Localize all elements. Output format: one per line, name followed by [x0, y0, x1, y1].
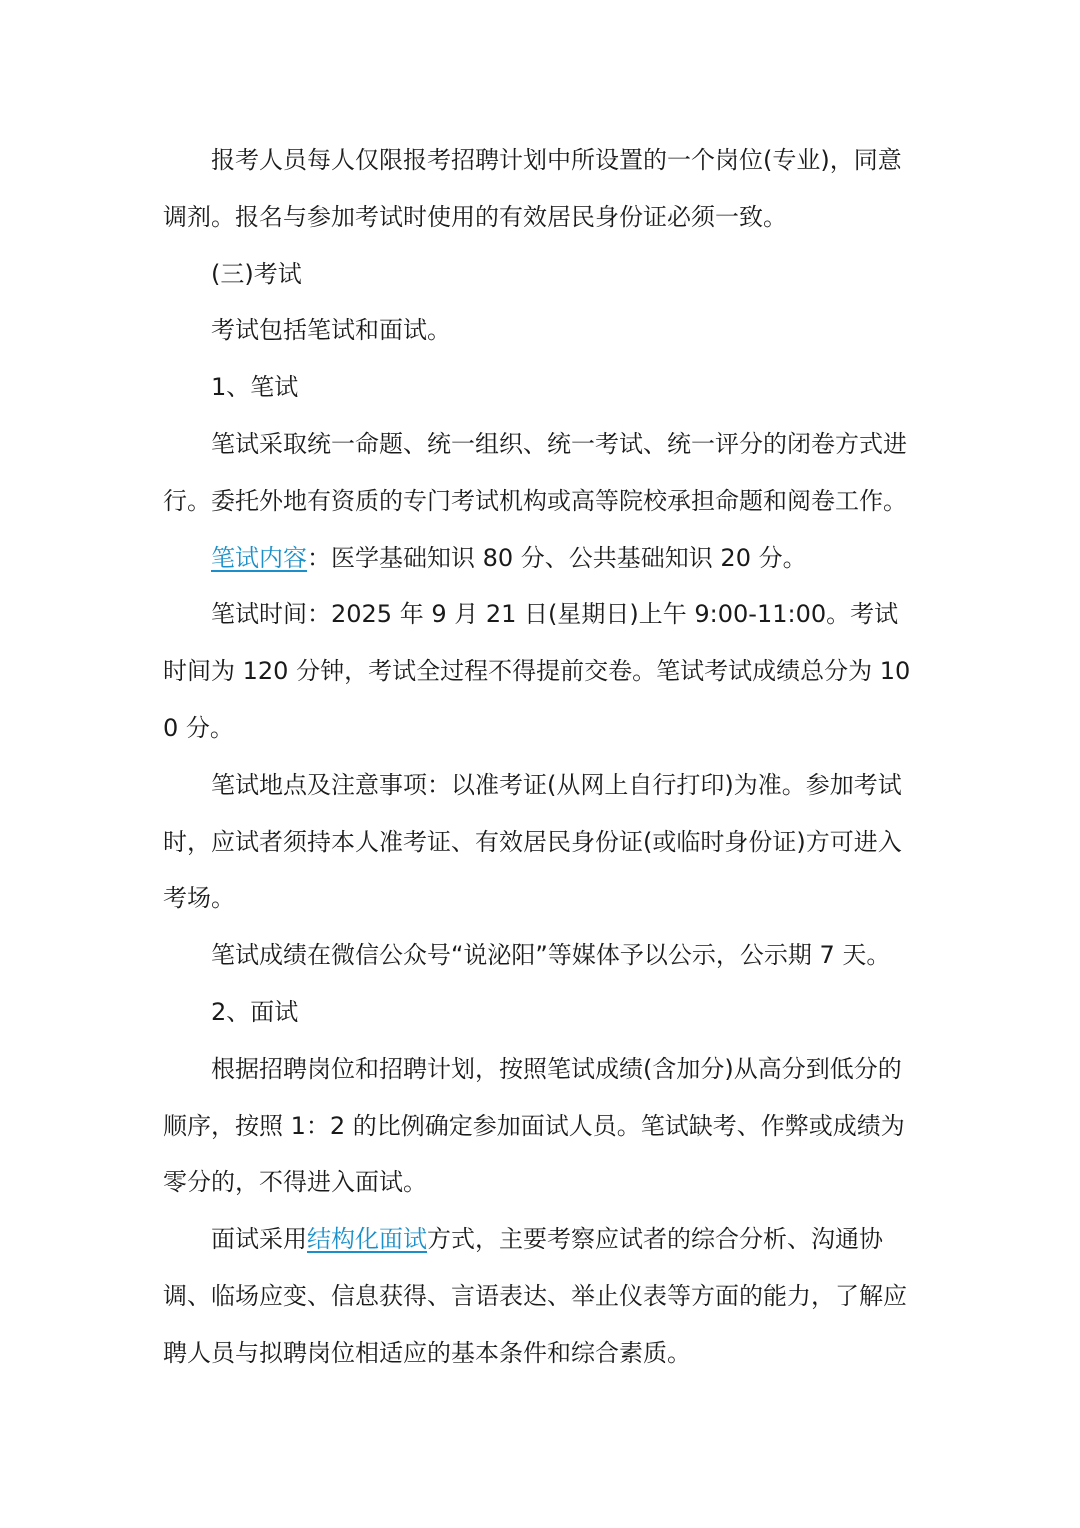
paragraph-written-exam-time: 笔试时间：2025 年 9 月 21 日(星期日)上午 9:00-11:00。考试时间为 120 分钟，考试全过程不得提前交卷。笔试考试成绩总分为 100 分。: [163, 600, 911, 742]
structured-interview-link[interactable]: 结构化面试: [307, 1225, 427, 1254]
interview-method-text-before: 面试采用: [211, 1225, 307, 1254]
subheading-interview: 2、面试: [211, 997, 299, 1026]
section-heading-exam: (三)考试: [211, 259, 302, 288]
interview-method-text-after: 方式，主要考察应试者的综合分析、沟通协调、临场应变、信息获得、言语表达、举止仪表等方面的能力，了解应聘人员与拟聘岗位相适应的基本条件和综合素质。: [163, 1225, 907, 1367]
paragraph-application-rule: 报考人员每人仅限报考招聘计划中所设置的一个岗位(专业)，同意调剂。报名与参加考试时使用的有效居民身份证必须一致。: [163, 146, 902, 231]
paragraph-exam-intro: 考试包括笔试和面试。: [211, 316, 451, 345]
paragraph-written-exam-content: [163, 530, 920, 587]
document-body: [163, 132, 920, 1382]
paragraph-written-exam-method: 笔试采取统一命题、统一组织、统一考试、统一评分的闭卷方式进行。委托外地有资质的专门考试机构或高等院校承担命题和阅卷工作。: [163, 429, 907, 515]
subheading-written-exam: 1、笔试: [211, 373, 299, 402]
paragraph-interview-selection: 根据招聘岗位和招聘计划，按照笔试成绩(含加分)从高分到低分的顺序，按照 1：2 的比例确定参加面试人员。笔试缺考、作弊或成绩为零分的，不得进入面试。: [163, 1054, 905, 1197]
paragraph-written-exam-location: 笔试地点及注意事项：以准考证(从网上自行打印)为准。参加考试时，应试者须持本人准考证、有效居民身份证(或临时身份证)方可进入考场。: [163, 770, 902, 913]
paragraph-interview-method: [163, 1211, 920, 1381]
written-exam-content-link[interactable]: 笔试内容: [211, 543, 307, 572]
written-exam-content-text: ：医学基础知识 80 分、公共基础知识 20 分。: [307, 543, 807, 572]
paragraph-written-exam-results: 笔试成绩在微信公众号“说泌阳”等媒体予以公示，公示期 7 天。: [211, 941, 891, 970]
